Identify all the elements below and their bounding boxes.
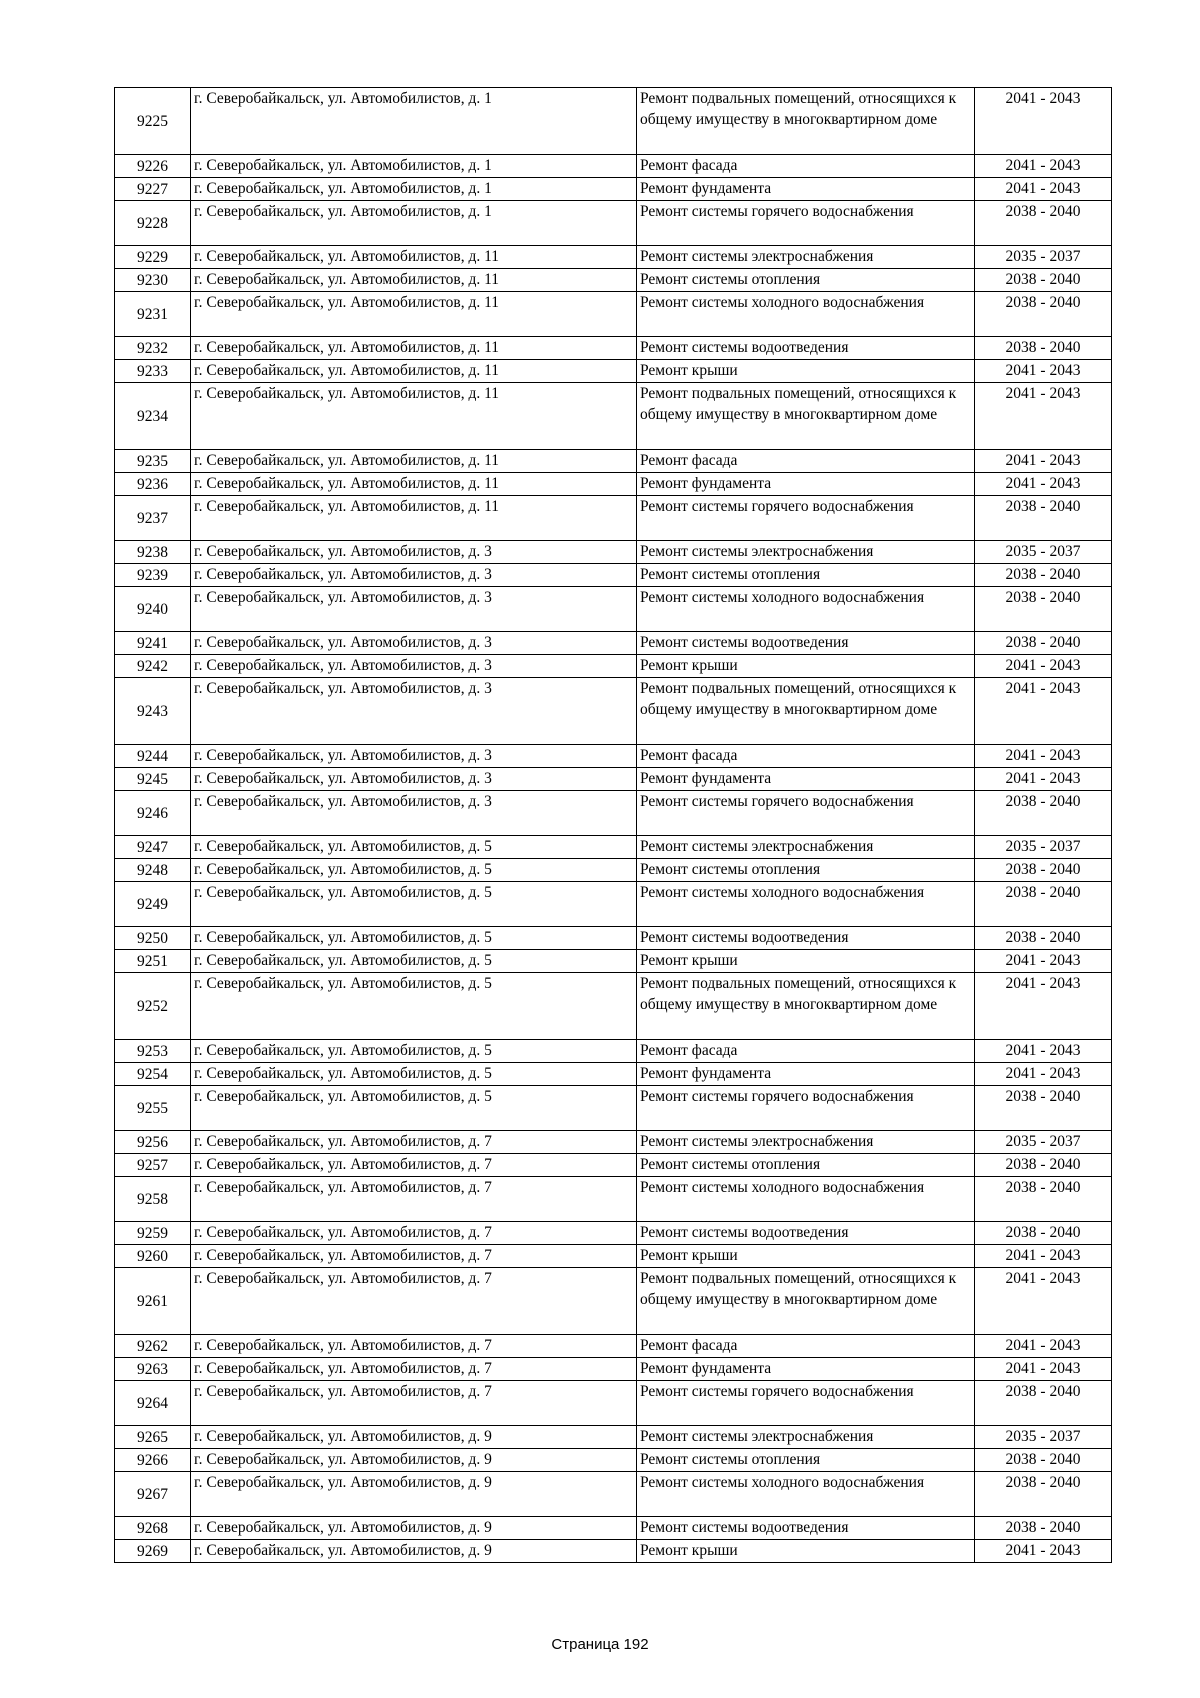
table-row	[115, 360, 1112, 383]
work-type-cell: Ремонт фасада	[637, 1335, 975, 1358]
address-cell: г. Северобайкальск, ул. Автомобилистов, д. 3	[191, 655, 637, 678]
work-type-cell: Ремонт системы отопления	[637, 564, 975, 587]
table-row	[115, 1472, 1112, 1517]
table-row	[115, 496, 1112, 541]
address-cell: г. Северобайкальск, ул. Автомобилистов, д. 5	[191, 1040, 637, 1063]
period-cell: 2038 - 2040	[975, 564, 1112, 587]
table-row	[115, 587, 1112, 632]
table-row	[115, 768, 1112, 791]
period-cell: 2038 - 2040	[975, 1517, 1112, 1540]
row-number-cell: 9264	[115, 1381, 191, 1426]
period-cell: 2041 - 2043	[975, 768, 1112, 791]
table-row	[115, 950, 1112, 973]
address-cell: г. Северобайкальск, ул. Автомобилистов, д. 11	[191, 292, 637, 337]
period-cell: 2041 - 2043	[975, 1335, 1112, 1358]
work-type-cell: Ремонт системы отопления	[637, 1449, 975, 1472]
work-type-cell: Ремонт фундамента	[637, 1063, 975, 1086]
address-cell: г. Северобайкальск, ул. Автомобилистов, д. 9	[191, 1426, 637, 1449]
row-number-cell: 9267	[115, 1472, 191, 1517]
address-cell: г. Северобайкальск, ул. Автомобилистов, д. 3	[191, 791, 637, 836]
work-type-cell: Ремонт системы холодного водоснабжения	[637, 1472, 975, 1517]
table-row	[115, 269, 1112, 292]
work-type-cell: Ремонт системы отопления	[637, 859, 975, 882]
work-type-cell: Ремонт системы холодного водоснабжения	[637, 1177, 975, 1222]
row-number-cell: 9266	[115, 1449, 191, 1472]
work-type-cell: Ремонт системы горячего водоснабжения	[637, 791, 975, 836]
row-number-cell: 9231	[115, 292, 191, 337]
table-row	[115, 1222, 1112, 1245]
table-row	[115, 1426, 1112, 1449]
work-type-cell: Ремонт фасада	[637, 1040, 975, 1063]
address-cell: г. Северобайкальск, ул. Автомобилистов, д. 5	[191, 836, 637, 859]
table-row	[115, 88, 1112, 155]
work-type-cell: Ремонт системы отопления	[637, 1154, 975, 1177]
period-cell: 2041 - 2043	[975, 88, 1112, 155]
address-cell: г. Северобайкальск, ул. Автомобилистов, д. 11	[191, 450, 637, 473]
table-row	[115, 450, 1112, 473]
row-number-cell: 9239	[115, 564, 191, 587]
table-row	[115, 337, 1112, 360]
address-cell: г. Северобайкальск, ул. Автомобилистов, д. 5	[191, 882, 637, 927]
work-type-cell: Ремонт подвальных помещений, относящихся к общему имуществу в многоквартирном доме	[637, 383, 975, 450]
table-row	[115, 1154, 1112, 1177]
table-body	[115, 88, 1112, 1563]
table-row	[115, 973, 1112, 1040]
address-cell: г. Северобайкальск, ул. Автомобилистов, д. 5	[191, 950, 637, 973]
table-row	[115, 632, 1112, 655]
work-type-cell: Ремонт фасада	[637, 745, 975, 768]
row-number-cell: 9257	[115, 1154, 191, 1177]
address-cell: г. Северобайкальск, ул. Автомобилистов, д. 11	[191, 269, 637, 292]
period-cell: 2038 - 2040	[975, 1177, 1112, 1222]
address-cell: г. Северобайкальск, ул. Автомобилистов, д. 5	[191, 1086, 637, 1131]
work-type-cell: Ремонт подвальных помещений, относящихся к общему имуществу в многоквартирном доме	[637, 1268, 975, 1335]
table-row	[115, 791, 1112, 836]
row-number-cell: 9232	[115, 337, 191, 360]
row-number-cell: 9250	[115, 927, 191, 950]
period-cell: 2041 - 2043	[975, 383, 1112, 450]
address-cell: г. Северобайкальск, ул. Автомобилистов, д. 7	[191, 1245, 637, 1268]
work-type-cell: Ремонт системы холодного водоснабжения	[637, 882, 975, 927]
period-cell: 2038 - 2040	[975, 1381, 1112, 1426]
row-number-cell: 9255	[115, 1086, 191, 1131]
work-type-cell: Ремонт системы водоотведения	[637, 632, 975, 655]
work-type-cell: Ремонт крыши	[637, 1540, 975, 1563]
address-cell: г. Северобайкальск, ул. Автомобилистов, д. 11	[191, 473, 637, 496]
table-row	[115, 1040, 1112, 1063]
work-type-cell: Ремонт фундамента	[637, 1358, 975, 1381]
work-type-cell: Ремонт подвальных помещений, относящихся к общему имуществу в многоквартирном доме	[637, 973, 975, 1040]
address-cell: г. Северобайкальск, ул. Автомобилистов, д. 7	[191, 1358, 637, 1381]
table-row	[115, 882, 1112, 927]
address-cell: г. Северобайкальск, ул. Автомобилистов, д. 7	[191, 1222, 637, 1245]
row-number-cell: 9253	[115, 1040, 191, 1063]
address-cell: г. Северобайкальск, ул. Автомобилистов, д. 11	[191, 337, 637, 360]
address-cell: г. Северобайкальск, ул. Автомобилистов, д. 5	[191, 1063, 637, 1086]
row-number-cell: 9259	[115, 1222, 191, 1245]
row-number-cell: 9233	[115, 360, 191, 383]
table-row	[115, 1540, 1112, 1563]
row-number-cell: 9236	[115, 473, 191, 496]
table-row	[115, 1086, 1112, 1131]
repair-schedule-table	[114, 87, 1112, 1563]
work-type-cell: Ремонт подвальных помещений, относящихся к общему имуществу в многоквартирном доме	[637, 88, 975, 155]
address-cell: г. Северобайкальск, ул. Автомобилистов, д. 7	[191, 1154, 637, 1177]
address-cell: г. Северобайкальск, ул. Автомобилистов, д. 3	[191, 564, 637, 587]
address-cell: г. Северобайкальск, ул. Автомобилистов, д. 3	[191, 541, 637, 564]
period-cell: 2041 - 2043	[975, 950, 1112, 973]
row-number-cell: 9227	[115, 178, 191, 201]
address-cell: г. Северобайкальск, ул. Автомобилистов, д. 3	[191, 768, 637, 791]
row-number-cell: 9269	[115, 1540, 191, 1563]
row-number-cell: 9251	[115, 950, 191, 973]
address-cell: г. Северобайкальск, ул. Автомобилистов, д. 3	[191, 632, 637, 655]
work-type-cell: Ремонт фундамента	[637, 768, 975, 791]
row-number-cell: 9245	[115, 768, 191, 791]
row-number-cell: 9248	[115, 859, 191, 882]
row-number-cell: 9265	[115, 1426, 191, 1449]
period-cell: 2041 - 2043	[975, 1040, 1112, 1063]
row-number-cell: 9225	[115, 88, 191, 155]
table-row	[115, 859, 1112, 882]
row-number-cell: 9235	[115, 450, 191, 473]
period-cell: 2035 - 2037	[975, 1426, 1112, 1449]
period-cell: 2041 - 2043	[975, 655, 1112, 678]
table-row	[115, 1517, 1112, 1540]
row-number-cell: 9249	[115, 882, 191, 927]
table-row	[115, 155, 1112, 178]
work-type-cell: Ремонт системы электроснабжения	[637, 246, 975, 269]
table-row	[115, 1177, 1112, 1222]
work-type-cell: Ремонт крыши	[637, 1245, 975, 1268]
work-type-cell: Ремонт системы отопления	[637, 269, 975, 292]
table-row	[115, 1335, 1112, 1358]
row-number-cell: 9241	[115, 632, 191, 655]
row-number-cell: 9263	[115, 1358, 191, 1381]
row-number-cell: 9228	[115, 201, 191, 246]
period-cell: 2041 - 2043	[975, 1540, 1112, 1563]
address-cell: г. Северобайкальск, ул. Автомобилистов, д. 3	[191, 587, 637, 632]
work-type-cell: Ремонт системы водоотведения	[637, 1222, 975, 1245]
address-cell: г. Северобайкальск, ул. Автомобилистов, д. 7	[191, 1381, 637, 1426]
table-row	[115, 541, 1112, 564]
row-number-cell: 9229	[115, 246, 191, 269]
row-number-cell: 9261	[115, 1268, 191, 1335]
address-cell: г. Северобайкальск, ул. Автомобилистов, д. 9	[191, 1449, 637, 1472]
period-cell: 2038 - 2040	[975, 1086, 1112, 1131]
row-number-cell: 9238	[115, 541, 191, 564]
row-number-cell: 9262	[115, 1335, 191, 1358]
period-cell: 2038 - 2040	[975, 859, 1112, 882]
period-cell: 2041 - 2043	[975, 1245, 1112, 1268]
work-type-cell: Ремонт подвальных помещений, относящихся к общему имуществу в многоквартирном доме	[637, 678, 975, 745]
period-cell: 2038 - 2040	[975, 791, 1112, 836]
period-cell: 2038 - 2040	[975, 201, 1112, 246]
address-cell: г. Северобайкальск, ул. Автомобилистов, д. 1	[191, 88, 637, 155]
period-cell: 2041 - 2043	[975, 1268, 1112, 1335]
period-cell: 2041 - 2043	[975, 1358, 1112, 1381]
row-number-cell: 9242	[115, 655, 191, 678]
period-cell: 2038 - 2040	[975, 1472, 1112, 1517]
work-type-cell: Ремонт системы водоотведения	[637, 927, 975, 950]
address-cell: г. Северобайкальск, ул. Автомобилистов, д. 9	[191, 1517, 637, 1540]
work-type-cell: Ремонт крыши	[637, 950, 975, 973]
table-row	[115, 246, 1112, 269]
work-type-cell: Ремонт крыши	[637, 360, 975, 383]
address-cell: г. Северобайкальск, ул. Автомобилистов, д. 11	[191, 383, 637, 450]
address-cell: г. Северобайкальск, ул. Автомобилистов, д. 5	[191, 973, 637, 1040]
work-type-cell: Ремонт крыши	[637, 655, 975, 678]
address-cell: г. Северобайкальск, ул. Автомобилистов, д. 11	[191, 496, 637, 541]
row-number-cell: 9230	[115, 269, 191, 292]
table-row	[115, 1131, 1112, 1154]
work-type-cell: Ремонт системы горячего водоснабжения	[637, 496, 975, 541]
period-cell: 2038 - 2040	[975, 1449, 1112, 1472]
period-cell: 2041 - 2043	[975, 360, 1112, 383]
address-cell: г. Северобайкальск, ул. Автомобилистов, д. 11	[191, 360, 637, 383]
address-cell: г. Северобайкальск, ул. Автомобилистов, д. 5	[191, 927, 637, 950]
table-row	[115, 201, 1112, 246]
table-row	[115, 473, 1112, 496]
period-cell: 2035 - 2037	[975, 836, 1112, 859]
period-cell: 2035 - 2037	[975, 246, 1112, 269]
work-type-cell: Ремонт системы водоотведения	[637, 1517, 975, 1540]
row-number-cell: 9237	[115, 496, 191, 541]
table-row	[115, 292, 1112, 337]
work-type-cell: Ремонт фасада	[637, 450, 975, 473]
period-cell: 2041 - 2043	[975, 155, 1112, 178]
row-number-cell: 9244	[115, 745, 191, 768]
period-cell: 2038 - 2040	[975, 632, 1112, 655]
table-row	[115, 1381, 1112, 1426]
table-row	[115, 678, 1112, 745]
period-cell: 2038 - 2040	[975, 587, 1112, 632]
period-cell: 2041 - 2043	[975, 1063, 1112, 1086]
table-row	[115, 745, 1112, 768]
table-row	[115, 383, 1112, 450]
work-type-cell: Ремонт системы холодного водоснабжения	[637, 587, 975, 632]
period-cell: 2038 - 2040	[975, 269, 1112, 292]
address-cell: г. Северобайкальск, ул. Автомобилистов, д. 1	[191, 201, 637, 246]
address-cell: г. Северобайкальск, ул. Автомобилистов, д. 7	[191, 1177, 637, 1222]
period-cell: 2038 - 2040	[975, 927, 1112, 950]
address-cell: г. Северобайкальск, ул. Автомобилистов, д. 3	[191, 745, 637, 768]
period-cell: 2041 - 2043	[975, 473, 1112, 496]
address-cell: г. Северобайкальск, ул. Автомобилистов, д. 5	[191, 859, 637, 882]
row-number-cell: 9254	[115, 1063, 191, 1086]
row-number-cell: 9243	[115, 678, 191, 745]
period-cell: 2038 - 2040	[975, 496, 1112, 541]
table-row	[115, 178, 1112, 201]
table-row	[115, 1268, 1112, 1335]
work-type-cell: Ремонт системы горячего водоснабжения	[637, 1381, 975, 1426]
period-cell: 2038 - 2040	[975, 1222, 1112, 1245]
period-cell: 2035 - 2037	[975, 541, 1112, 564]
address-cell: г. Северобайкальск, ул. Автомобилистов, д. 3	[191, 678, 637, 745]
table-row	[115, 1245, 1112, 1268]
table-row	[115, 836, 1112, 859]
row-number-cell: 9260	[115, 1245, 191, 1268]
row-number-cell: 9246	[115, 791, 191, 836]
work-type-cell: Ремонт системы электроснабжения	[637, 836, 975, 859]
address-cell: г. Северобайкальск, ул. Автомобилистов, д. 7	[191, 1268, 637, 1335]
work-type-cell: Ремонт системы электроснабжения	[637, 1426, 975, 1449]
period-cell: 2038 - 2040	[975, 1154, 1112, 1177]
row-number-cell: 9268	[115, 1517, 191, 1540]
row-number-cell: 9252	[115, 973, 191, 1040]
row-number-cell: 9256	[115, 1131, 191, 1154]
table-row	[115, 1063, 1112, 1086]
period-cell: 2035 - 2037	[975, 1131, 1112, 1154]
period-cell: 2038 - 2040	[975, 337, 1112, 360]
work-type-cell: Ремонт системы водоотведения	[637, 337, 975, 360]
table-row	[115, 1358, 1112, 1381]
row-number-cell: 9258	[115, 1177, 191, 1222]
work-type-cell: Ремонт системы электроснабжения	[637, 541, 975, 564]
row-number-cell: 9240	[115, 587, 191, 632]
work-type-cell: Ремонт фундамента	[637, 473, 975, 496]
address-cell: г. Северобайкальск, ул. Автомобилистов, д. 7	[191, 1131, 637, 1154]
period-cell: 2038 - 2040	[975, 292, 1112, 337]
work-type-cell: Ремонт фасада	[637, 155, 975, 178]
work-type-cell: Ремонт системы горячего водоснабжения	[637, 201, 975, 246]
address-cell: г. Северобайкальск, ул. Автомобилистов, д. 7	[191, 1335, 637, 1358]
row-number-cell: 9234	[115, 383, 191, 450]
period-cell: 2041 - 2043	[975, 745, 1112, 768]
work-type-cell: Ремонт системы электроснабжения	[637, 1131, 975, 1154]
table-row	[115, 564, 1112, 587]
period-cell: 2041 - 2043	[975, 678, 1112, 745]
period-cell: 2041 - 2043	[975, 973, 1112, 1040]
address-cell: г. Северобайкальск, ул. Автомобилистов, д. 1	[191, 155, 637, 178]
address-cell: г. Северобайкальск, ул. Автомобилистов, д. 1	[191, 178, 637, 201]
period-cell: 2041 - 2043	[975, 450, 1112, 473]
address-cell: г. Северобайкальск, ул. Автомобилистов, д. 9	[191, 1472, 637, 1517]
address-cell: г. Северобайкальск, ул. Автомобилистов, д. 9	[191, 1540, 637, 1563]
work-type-cell: Ремонт системы горячего водоснабжения	[637, 1086, 975, 1131]
work-type-cell: Ремонт системы холодного водоснабжения	[637, 292, 975, 337]
page-number: Страница 192	[551, 1636, 649, 1653]
table-row	[115, 927, 1112, 950]
period-cell: 2038 - 2040	[975, 882, 1112, 927]
work-type-cell: Ремонт фундамента	[637, 178, 975, 201]
table-row	[115, 1449, 1112, 1472]
row-number-cell: 9247	[115, 836, 191, 859]
period-cell: 2041 - 2043	[975, 178, 1112, 201]
row-number-cell: 9226	[115, 155, 191, 178]
table-row	[115, 655, 1112, 678]
address-cell: г. Северобайкальск, ул. Автомобилистов, д. 11	[191, 246, 637, 269]
